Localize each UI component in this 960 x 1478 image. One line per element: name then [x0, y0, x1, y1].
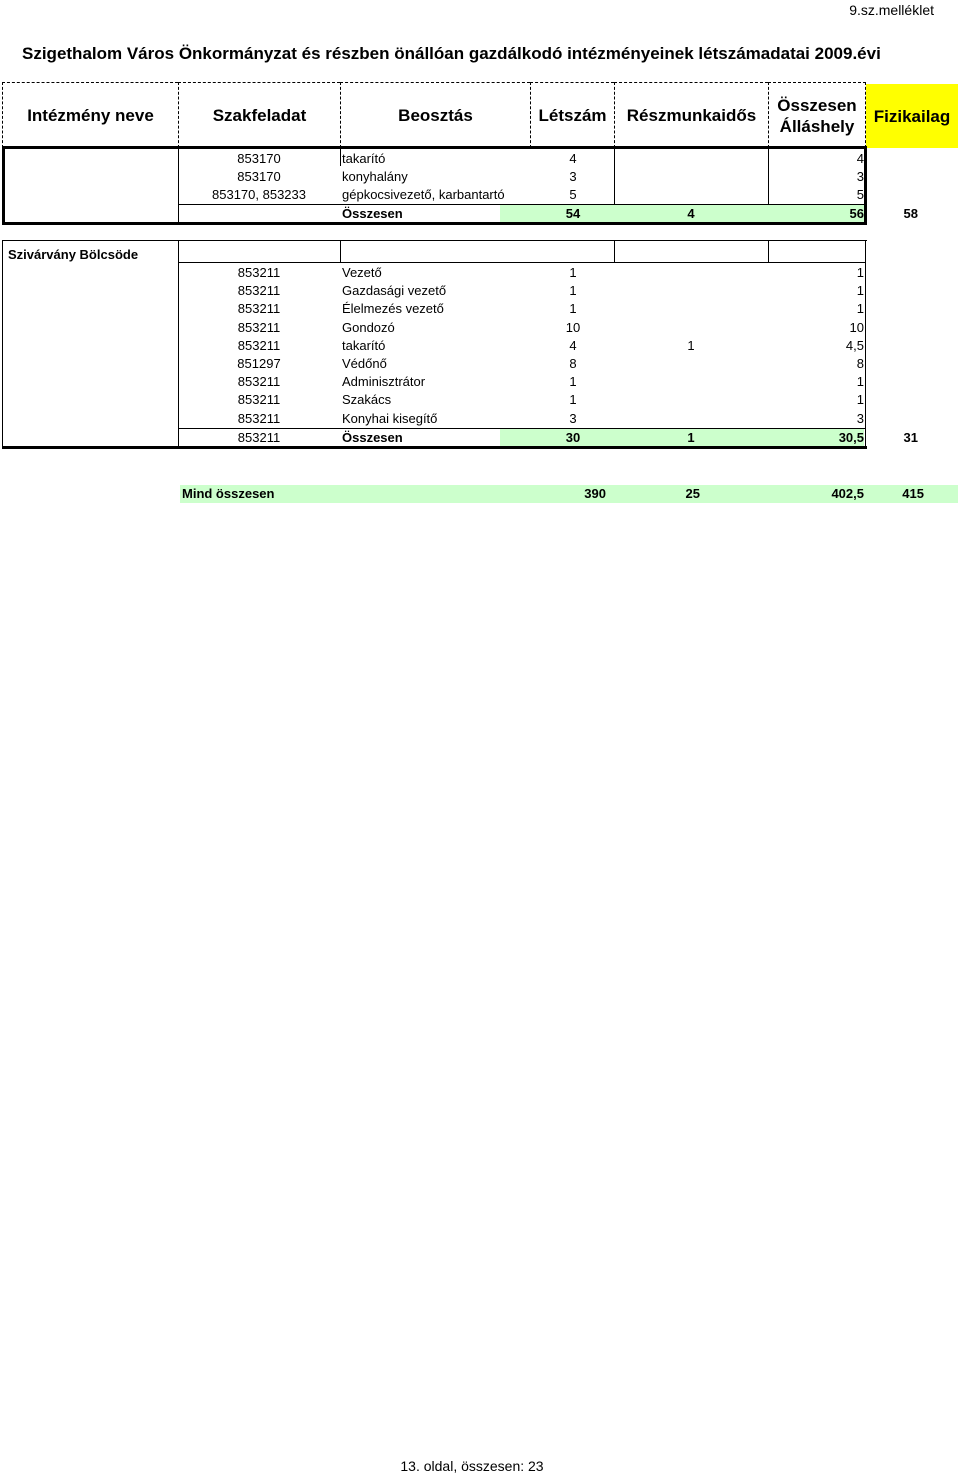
cell-role: takarító	[342, 338, 386, 353]
cell-count: 30	[565, 430, 581, 445]
cell-role: Összesen	[342, 430, 403, 445]
block2-col-divider	[178, 240, 179, 448]
cell-role: takarító	[342, 151, 386, 166]
cell-total: 1	[856, 392, 864, 407]
cell-phys: 58	[903, 206, 918, 221]
cell-total: 4	[856, 151, 864, 166]
cell-code: 853211	[237, 374, 281, 389]
header-osszesen-line1: Összesen	[777, 95, 857, 115]
header-osszesen	[768, 82, 866, 148]
cell-code: 853211	[237, 265, 281, 280]
cell-phys: 31	[903, 430, 918, 445]
header-fizikailag: Fizikailag	[866, 84, 958, 148]
block2-left-border	[2, 240, 3, 448]
cell-total: 1	[856, 265, 864, 280]
institution-name: Szivárvány Bölcsöde	[8, 247, 139, 262]
cell-count: 4	[569, 338, 577, 353]
cell-role: Összesen	[342, 206, 403, 221]
block2-col-divider	[614, 240, 615, 262]
cell-count: 3	[569, 411, 577, 426]
header-intezmeny: Intézmény neve	[2, 82, 178, 148]
cell-total: 1	[856, 301, 864, 316]
block2-top-border	[2, 240, 867, 241]
header-osszesen-line2: Álláshely	[779, 116, 855, 136]
cell-count: 1	[569, 265, 577, 280]
cell-count: 1	[569, 283, 577, 298]
cell-total: 10	[849, 320, 864, 335]
header-szakfeladat: Szakfeladat	[178, 82, 340, 148]
cell-role: gépkocsivezető, karbantartó	[342, 187, 505, 202]
block1-col-divider	[340, 148, 341, 166]
page-title: Szigethalom Város Önkormányzat és részben önállóan gazdálkodó intézményeinek létszámadatai 2009.évi	[22, 44, 881, 63]
cell-total: 8	[856, 356, 864, 371]
header-letszam: Létszám	[530, 82, 614, 148]
grand-total-label: Mind összesen	[182, 486, 275, 501]
header-divider	[2, 146, 866, 149]
cell-code: 853211	[237, 338, 281, 353]
cell-total: 30,5	[838, 430, 864, 445]
page-footer: 13. oldal, összesen: 23	[400, 1458, 544, 1474]
cell-role: Konyhai kisegítő	[342, 411, 438, 426]
cell-count: 10	[565, 320, 581, 335]
cell-count: 1	[569, 374, 577, 389]
cell-code: 853211	[237, 320, 281, 335]
cell-code: 853211	[237, 392, 281, 407]
cell-code: 851297	[237, 356, 281, 371]
cell-code: 853170	[237, 151, 281, 166]
grand-total-count: 390	[584, 486, 606, 501]
block1-col-divider	[178, 148, 179, 224]
cell-code: 853170	[237, 169, 281, 184]
cell-count: 1	[569, 301, 577, 316]
grand-total-phys: 415	[902, 486, 924, 501]
cell-total: 56	[849, 206, 864, 221]
cell-total: 3	[856, 169, 864, 184]
cell-role: Gondozó	[342, 320, 395, 335]
cell-part: 1	[687, 338, 695, 353]
cell-total: 4,5	[845, 338, 864, 353]
cell-code: 853211	[237, 430, 281, 445]
cell-role: Adminisztrátor	[342, 374, 426, 389]
block2-col-divider	[340, 240, 341, 262]
cell-total: 1	[856, 283, 864, 298]
cell-role: konyhalány	[342, 169, 408, 184]
cell-count: 54	[565, 206, 581, 221]
annex-label: 9.sz.melléklet	[849, 2, 934, 18]
block2-header-divider	[178, 262, 866, 263]
cell-role: Gazdasági vezető	[342, 283, 447, 298]
cell-role: Védőnő	[342, 356, 387, 371]
cell-count: 4	[569, 151, 577, 166]
header-beosztas: Beosztás	[340, 82, 530, 148]
cell-total: 3	[856, 411, 864, 426]
cell-role: Élelmezés vezető	[342, 301, 444, 316]
cell-count: 5	[569, 187, 577, 202]
cell-role: Vezető	[342, 265, 382, 280]
grand-total-part: 25	[685, 486, 700, 501]
header-reszmunkaidos: Részmunkaidős	[614, 82, 768, 148]
cell-code: 853211	[237, 301, 281, 316]
block2-right-border	[865, 240, 866, 448]
cell-part: 1	[687, 430, 695, 445]
block2-col-divider	[768, 240, 769, 262]
grand-total-total: 402,5	[831, 486, 864, 501]
cell-code: 853170, 853233	[212, 187, 306, 202]
cell-part: 4	[687, 206, 695, 221]
cell-total: 5	[856, 187, 864, 202]
cell-code: 853211	[237, 283, 281, 298]
block1-col-divider	[768, 148, 769, 204]
block1-left-border	[2, 146, 5, 224]
cell-count: 1	[569, 392, 577, 407]
cell-code: 853211	[237, 411, 281, 426]
cell-role: Szakács	[342, 392, 392, 407]
cell-total: 1	[856, 374, 864, 389]
cell-count: 8	[569, 356, 577, 371]
cell-count: 3	[569, 169, 577, 184]
